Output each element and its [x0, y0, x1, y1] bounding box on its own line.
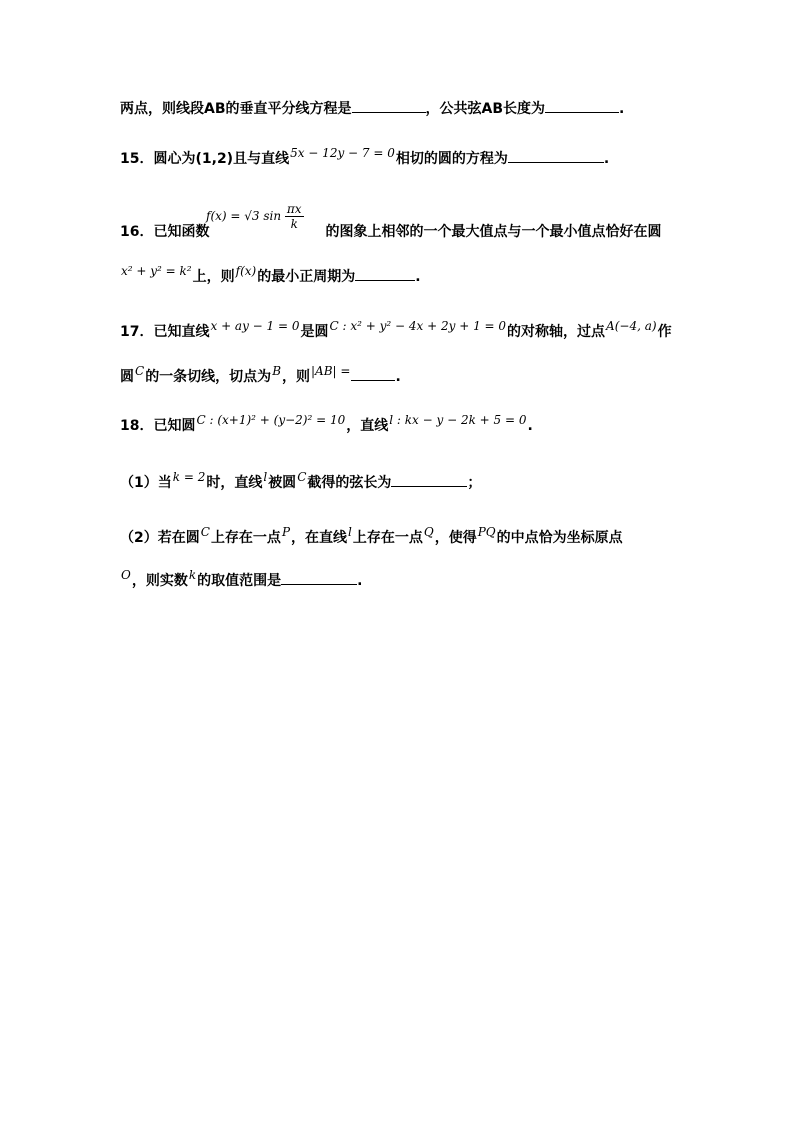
q16-line-2 — [120, 266, 421, 287]
answer-blank — [508, 148, 604, 163]
q17-text-2: 是圆 — [300, 324, 329, 340]
q18-p2-point-q: Q — [423, 525, 434, 539]
q17-circle-name: C — [135, 364, 145, 378]
q15-line-equation: 5x − 12y − 7 = 0 — [290, 146, 395, 160]
q17-end: . — [395, 369, 401, 385]
q17-text-4: 作 — [657, 324, 672, 340]
q18-circle-equation: C : (x+1)² + (y−2)² = 10 — [196, 413, 346, 427]
q18-p2-text-1: 上存在一点 — [210, 530, 281, 546]
q17-text-1: 已知直线 — [153, 324, 210, 340]
q16-text-4: 的最小正周期为 — [257, 269, 356, 285]
q14-end: . — [619, 101, 625, 117]
q18-text-2: ，直线 — [346, 418, 389, 434]
q17-circle-equation: C : x² + y² − 4x + 2y + 1 = 0 — [329, 319, 507, 333]
q14-text-1: 两点，则线段AB的垂直平分线方程是 — [120, 101, 352, 117]
q18-line — [120, 413, 533, 436]
q17-text-7: ，则 — [282, 369, 311, 385]
q18-text-1: 已知圆 — [153, 418, 196, 434]
q18-part-1 — [120, 472, 481, 493]
q18-part-2-line-1 — [120, 525, 623, 548]
q14-tail-line — [120, 98, 624, 119]
q16-end: . — [415, 269, 421, 285]
q16-text-3: 上，则 — [192, 269, 235, 285]
q17-number: 17． — [120, 324, 154, 340]
answer-blank — [391, 472, 467, 487]
q18-p2-circle-name: C — [200, 525, 210, 539]
q18-part-2-line-2 — [120, 570, 362, 591]
q18-p2-k: k — [188, 568, 197, 582]
q17-text-5: 圆 — [120, 369, 134, 385]
q18-p2-text-4: ，使得 — [434, 530, 477, 546]
q17-text-6: 的一条切线，切点为 — [145, 369, 272, 385]
q14-text-2: ，公共弦AB长度为 — [425, 101, 546, 117]
q18-p1-end: ； — [467, 475, 482, 491]
answer-blank — [352, 98, 426, 113]
q18-p1-circle-name: C — [297, 470, 307, 484]
q18-p2-segment-pq: PQ — [477, 525, 496, 539]
q18-p2-label: （2）若在圆 — [120, 530, 200, 546]
q18-p2-text-6: ，则实数 — [131, 573, 188, 589]
q16-line-1 — [120, 222, 661, 242]
q18-number: 18． — [120, 418, 154, 434]
q18-p1-line-name: l — [263, 470, 268, 484]
q17-line-2 — [120, 366, 401, 387]
q17-length-ab: |AB| = — [311, 364, 351, 378]
q18-p2-point-p: P — [281, 525, 291, 539]
q18-p1-text-2: 被圆 — [268, 475, 297, 491]
q15-text-1: 圆心为(1,2)且与直线 — [153, 151, 290, 167]
q18-p1-label: （1）当 — [120, 475, 172, 491]
q18-p1-k-value: k = 2 — [172, 470, 206, 484]
q18-p2-text-7: 的取值范围是 — [197, 573, 282, 589]
q18-p2-text-2: ，在直线 — [291, 530, 348, 546]
q17-point-a: A(−4, a) — [606, 319, 657, 333]
q16-text-1: 已知函数 — [153, 224, 210, 240]
q18-p1-text-1: 时，直线 — [206, 475, 263, 491]
q16-circle-equation: x² + y² = k² — [121, 264, 192, 278]
answer-blank — [351, 366, 395, 381]
q17-line-1 — [120, 319, 672, 342]
q18-p2-line-name: l — [348, 525, 352, 539]
q17-line-equation: x + ay − 1 = 0 — [210, 319, 300, 333]
q17-text-3: 的对称轴，过点 — [507, 324, 606, 340]
q15-end: . — [603, 151, 610, 167]
q18-p2-end: . — [357, 573, 363, 589]
q18-p1-text-3: 截得的弦长为 — [307, 475, 392, 491]
q18-end: . — [527, 418, 533, 434]
q16-function-name: f(x) — [235, 264, 257, 278]
q18-p2-origin: O — [121, 568, 131, 582]
q17-point-b: B — [272, 364, 282, 378]
answer-blank — [281, 570, 357, 585]
q18-line-equation: l : kx − y − 2k + 5 = 0 — [389, 413, 527, 427]
answer-blank — [545, 98, 619, 113]
answer-blank — [355, 266, 415, 281]
q18-p2-text-5: 的中点恰为坐标原点 — [496, 530, 623, 546]
q15-text-2: 相切的圆的方程为 — [395, 151, 508, 167]
q16-fraction-denominator: k — [290, 217, 298, 231]
q18-p2-text-3: 上存在一点 — [352, 530, 423, 546]
q16-fraction-numerator: πx — [286, 202, 302, 216]
q16-text-2: 的图象上相邻的一个最大值点与一个最小值点恰好在圆 — [325, 224, 662, 240]
q15-line — [120, 148, 609, 169]
q16-number: 16． — [120, 224, 154, 240]
q16-fn-lhs: f(x) = √3 sin — [206, 209, 282, 223]
q15-number: 15． — [120, 151, 154, 167]
